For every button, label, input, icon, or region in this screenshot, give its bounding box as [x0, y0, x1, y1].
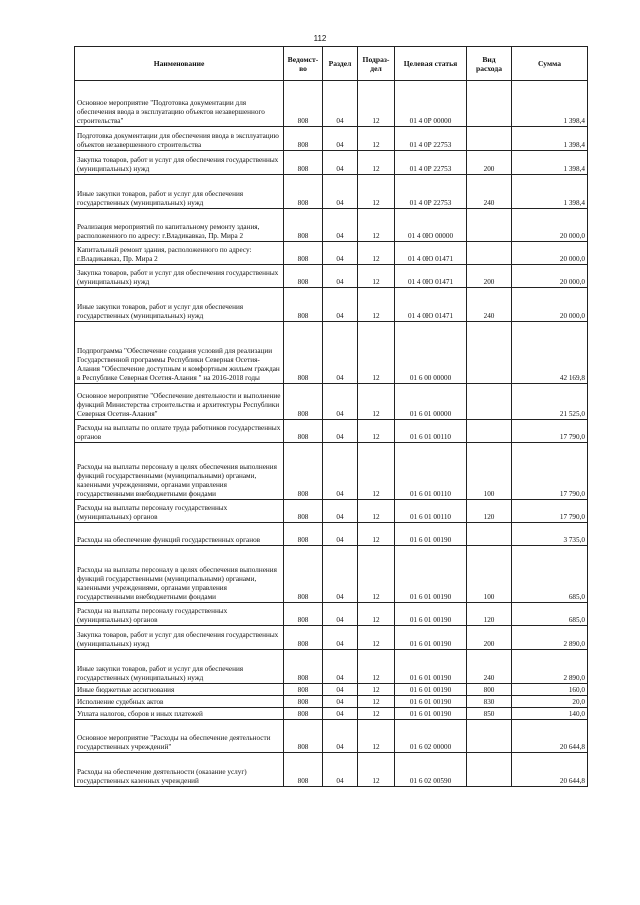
- cell-section: 04: [323, 650, 358, 684]
- cell-subsection: 12: [358, 626, 395, 650]
- cell-section: 04: [323, 753, 358, 787]
- cell-exp-type: [467, 81, 512, 127]
- cell-sum: 685,0: [512, 603, 588, 626]
- cell-subsection: 12: [358, 443, 395, 500]
- cell-dept: 808: [284, 242, 323, 265]
- cell-subsection: 12: [358, 384, 395, 420]
- cell-section: 04: [323, 500, 358, 523]
- table-row: [75, 265, 588, 288]
- cell-exp-type: [467, 322, 512, 384]
- cell-exp-type: 200: [467, 626, 512, 650]
- cell-target: 01 6 01 00190: [395, 546, 467, 603]
- cell-sum: 42 169,8: [512, 322, 588, 384]
- cell-dept: 808: [284, 523, 323, 546]
- cell-exp-type: 200: [467, 151, 512, 175]
- table-row: [75, 151, 588, 175]
- cell-name: Реализация мероприятий по капитальному ремонту здания, расположенного по адресу: г.Владикавказ, Пр. Мира 2: [75, 209, 284, 242]
- cell-sum: 20 000,0: [512, 288, 588, 322]
- cell-subsection: 12: [358, 175, 395, 209]
- cell-subsection: 12: [358, 523, 395, 546]
- cell-name: Капитальный ремонт здания, расположенного по адресу: г.Владикавказ, Пр. Мира 2: [75, 242, 284, 265]
- cell-subsection: 12: [358, 708, 395, 720]
- cell-target: 01 6 01 00190: [395, 684, 467, 696]
- cell-section: 04: [323, 288, 358, 322]
- cell-exp-type: [467, 720, 512, 753]
- cell-section: 04: [323, 696, 358, 708]
- cell-target: 01 6 01 00110: [395, 443, 467, 500]
- cell-exp-type: 240: [467, 650, 512, 684]
- header-subsection: Подраз-дел: [358, 47, 395, 81]
- cell-dept: 808: [284, 151, 323, 175]
- cell-section: 04: [323, 443, 358, 500]
- cell-subsection: 12: [358, 81, 395, 127]
- cell-section: 04: [323, 81, 358, 127]
- cell-section: 04: [323, 242, 358, 265]
- cell-sum: 685,0: [512, 546, 588, 603]
- cell-section: 04: [323, 151, 358, 175]
- table-row: [75, 546, 588, 603]
- cell-target: 01 4 0Ю 01471: [395, 242, 467, 265]
- cell-dept: 808: [284, 420, 323, 443]
- table-row: [75, 81, 588, 127]
- cell-section: 04: [323, 209, 358, 242]
- cell-target: 01 6 01 00190: [395, 523, 467, 546]
- cell-name: Основное мероприятие "Подготовка документации для обеспечения ввода в эксплуатацию объектов незавершенного строительства": [75, 81, 284, 127]
- cell-dept: 808: [284, 127, 323, 151]
- cell-section: 04: [323, 708, 358, 720]
- cell-target: 01 6 01 00110: [395, 500, 467, 523]
- cell-dept: 808: [284, 322, 323, 384]
- cell-name: Основное мероприятие "Обеспечение деятельности и выполнение функций Министерства строительства и архитектуры Республики Северная Осетия-Алания": [75, 384, 284, 420]
- cell-sum: 17 790,0: [512, 443, 588, 500]
- cell-subsection: 12: [358, 684, 395, 696]
- cell-subsection: 12: [358, 209, 395, 242]
- cell-target: 01 6 01 00190: [395, 708, 467, 720]
- cell-target: 01 4 0Ю 00000: [395, 209, 467, 242]
- table-header-row: [75, 47, 588, 81]
- cell-name: Расходы на обеспечение функций государственных органов: [75, 523, 284, 546]
- cell-name: Уплата налогов, сборов и иных платежей: [75, 708, 284, 720]
- cell-dept: 808: [284, 720, 323, 753]
- table-row: [75, 684, 588, 696]
- cell-exp-type: [467, 209, 512, 242]
- cell-sum: 1 398,4: [512, 175, 588, 209]
- cell-target: 01 6 01 00000: [395, 384, 467, 420]
- cell-exp-type: [467, 420, 512, 443]
- cell-target: 01 6 02 00000: [395, 720, 467, 753]
- table-row: [75, 384, 588, 420]
- cell-exp-type: 100: [467, 546, 512, 603]
- cell-dept: 808: [284, 81, 323, 127]
- cell-target: 01 6 00 00000: [395, 322, 467, 384]
- cell-sum: 2 890,0: [512, 650, 588, 684]
- cell-exp-type: 830: [467, 696, 512, 708]
- cell-target: 01 6 01 00190: [395, 603, 467, 626]
- cell-sum: 20 000,0: [512, 242, 588, 265]
- cell-name: Исполнение судебных актов: [75, 696, 284, 708]
- cell-section: 04: [323, 175, 358, 209]
- cell-sum: 17 790,0: [512, 420, 588, 443]
- cell-name: Подпрограмма "Обеспечение создания условий для реализации Государственной программы Республики Северная Осетия-Алания "Обеспечение доступным и комфортным жильем граждан в Республике Северная Осетия-Алания " на 2016-2018 годы: [75, 322, 284, 384]
- cell-subsection: 12: [358, 603, 395, 626]
- cell-name: Расходы на выплаты персоналу в целях обеспечения выполнения функций государственными (муниципальными) органами, казенными учреждениями, органами управления государственными внебюджетными фондами: [75, 546, 284, 603]
- table-row: [75, 708, 588, 720]
- table-row: [75, 443, 588, 500]
- cell-sum: 160,0: [512, 684, 588, 696]
- header-dept: Ведомст-во: [284, 47, 323, 81]
- cell-name: Иные бюджетные ассигнования: [75, 684, 284, 696]
- cell-exp-type: 120: [467, 603, 512, 626]
- cell-dept: 808: [284, 708, 323, 720]
- cell-subsection: 12: [358, 265, 395, 288]
- cell-subsection: 12: [358, 127, 395, 151]
- cell-section: 04: [323, 720, 358, 753]
- table-row: [75, 127, 588, 151]
- cell-name: Иные закупки товаров, работ и услуг для обеспечения государственных (муниципальных) нужд: [75, 288, 284, 322]
- cell-exp-type: 800: [467, 684, 512, 696]
- cell-section: 04: [323, 546, 358, 603]
- cell-sum: 2 890,0: [512, 626, 588, 650]
- cell-name: Иные закупки товаров, работ и услуг для обеспечения государственных (муниципальных) нужд: [75, 175, 284, 209]
- cell-target: 01 4 0Р 22753: [395, 127, 467, 151]
- cell-subsection: 12: [358, 288, 395, 322]
- cell-dept: 808: [284, 650, 323, 684]
- cell-sum: 20 644,8: [512, 720, 588, 753]
- cell-target: 01 4 0Ю 01471: [395, 288, 467, 322]
- cell-exp-type: [467, 384, 512, 420]
- cell-dept: 808: [284, 265, 323, 288]
- cell-dept: 808: [284, 546, 323, 603]
- table-row: [75, 650, 588, 684]
- cell-target: 01 6 02 00590: [395, 753, 467, 787]
- table-row: [75, 696, 588, 708]
- cell-target: 01 4 0Р 22753: [395, 175, 467, 209]
- table-row: [75, 322, 588, 384]
- cell-sum: 20 000,0: [512, 209, 588, 242]
- table-row: [75, 209, 588, 242]
- cell-subsection: 12: [358, 242, 395, 265]
- table-row: [75, 523, 588, 546]
- cell-target: 01 4 0Р 00000: [395, 81, 467, 127]
- cell-section: 04: [323, 127, 358, 151]
- cell-exp-type: [467, 242, 512, 265]
- cell-sum: 3 735,0: [512, 523, 588, 546]
- table-body: [75, 81, 588, 787]
- table-row: [75, 420, 588, 443]
- cell-exp-type: [467, 523, 512, 546]
- cell-name: Расходы на выплаты персоналу государственных (муниципальных) органов: [75, 500, 284, 523]
- cell-sum: 1 398,4: [512, 151, 588, 175]
- cell-dept: 808: [284, 696, 323, 708]
- cell-dept: 808: [284, 384, 323, 420]
- table-row: [75, 288, 588, 322]
- cell-name: Закупка товаров, работ и услуг для обеспечения государственных (муниципальных) нужд: [75, 151, 284, 175]
- cell-name: Основное мероприятие "Расходы на обеспечение деятельности государственных учреждений": [75, 720, 284, 753]
- cell-section: 04: [323, 523, 358, 546]
- header-exp-type: Вид расхода: [467, 47, 512, 81]
- cell-name: Расходы на выплаты персоналу государственных (муниципальных) органов: [75, 603, 284, 626]
- cell-dept: 808: [284, 626, 323, 650]
- cell-subsection: 12: [358, 696, 395, 708]
- cell-sum: 20 644,8: [512, 753, 588, 787]
- cell-name: Подготовка документации для обеспечения ввода в эксплуатацию объектов незавершенного строительства: [75, 127, 284, 151]
- table-row: [75, 753, 588, 787]
- cell-target: 01 6 01 00190: [395, 626, 467, 650]
- cell-target: 01 6 01 00110: [395, 420, 467, 443]
- cell-exp-type: [467, 127, 512, 151]
- cell-exp-type: 850: [467, 708, 512, 720]
- cell-dept: 808: [284, 209, 323, 242]
- cell-target: 01 4 0Р 22753: [395, 151, 467, 175]
- cell-section: 04: [323, 322, 358, 384]
- cell-sum: 1 398,4: [512, 81, 588, 127]
- cell-name: Расходы на выплаты персоналу в целях обеспечения выполнения функций государственными (муниципальными) органами, казенными учреждениями, органами управления государственными внебюджетными фондами: [75, 443, 284, 500]
- cell-subsection: 12: [358, 720, 395, 753]
- table-row: [75, 720, 588, 753]
- cell-sum: 20,0: [512, 696, 588, 708]
- cell-subsection: 12: [358, 151, 395, 175]
- cell-dept: 808: [284, 684, 323, 696]
- cell-sum: 21 525,0: [512, 384, 588, 420]
- cell-sum: 140,0: [512, 708, 588, 720]
- cell-dept: 808: [284, 500, 323, 523]
- cell-target: 01 6 01 00190: [395, 650, 467, 684]
- cell-exp-type: 240: [467, 288, 512, 322]
- header-sum: Сумма: [512, 47, 588, 81]
- table-row: [75, 175, 588, 209]
- table-row: [75, 603, 588, 626]
- cell-subsection: 12: [358, 322, 395, 384]
- budget-table: [74, 46, 588, 787]
- cell-subsection: 12: [358, 546, 395, 603]
- cell-section: 04: [323, 420, 358, 443]
- cell-dept: 808: [284, 175, 323, 209]
- cell-target: 01 6 01 00190: [395, 696, 467, 708]
- cell-subsection: 12: [358, 420, 395, 443]
- cell-name: Закупка товаров, работ и услуг для обеспечения государственных (муниципальных) нужд: [75, 626, 284, 650]
- cell-exp-type: 200: [467, 265, 512, 288]
- header-target: Целевая статья: [395, 47, 467, 81]
- header-section: Раздел: [323, 47, 358, 81]
- header-name: Наименование: [75, 47, 284, 81]
- cell-subsection: 12: [358, 753, 395, 787]
- cell-dept: 808: [284, 753, 323, 787]
- cell-section: 04: [323, 384, 358, 420]
- cell-exp-type: 100: [467, 443, 512, 500]
- cell-exp-type: 120: [467, 500, 512, 523]
- cell-section: 04: [323, 265, 358, 288]
- cell-sum: 1 398,4: [512, 127, 588, 151]
- cell-section: 04: [323, 626, 358, 650]
- cell-sum: 17 790,0: [512, 500, 588, 523]
- cell-subsection: 12: [358, 500, 395, 523]
- cell-name: Закупка товаров, работ и услуг для обеспечения государственных (муниципальных) нужд: [75, 265, 284, 288]
- cell-name: Расходы на обеспечение деятельности (оказание услуг) государственных казенных учреждений: [75, 753, 284, 787]
- cell-name: Расходы на выплаты по оплате труда работников государственных органов: [75, 420, 284, 443]
- cell-dept: 808: [284, 603, 323, 626]
- cell-exp-type: 240: [467, 175, 512, 209]
- table-row: [75, 626, 588, 650]
- cell-dept: 808: [284, 288, 323, 322]
- page-number: 112: [313, 34, 327, 43]
- cell-target: 01 4 0Ю 01471: [395, 265, 467, 288]
- table-row: [75, 242, 588, 265]
- cell-name: Иные закупки товаров, работ и услуг для обеспечения государственных (муниципальных) нужд: [75, 650, 284, 684]
- cell-section: 04: [323, 684, 358, 696]
- table-row: [75, 500, 588, 523]
- cell-dept: 808: [284, 443, 323, 500]
- cell-sum: 20 000,0: [512, 265, 588, 288]
- cell-section: 04: [323, 603, 358, 626]
- cell-exp-type: [467, 753, 512, 787]
- cell-subsection: 12: [358, 650, 395, 684]
